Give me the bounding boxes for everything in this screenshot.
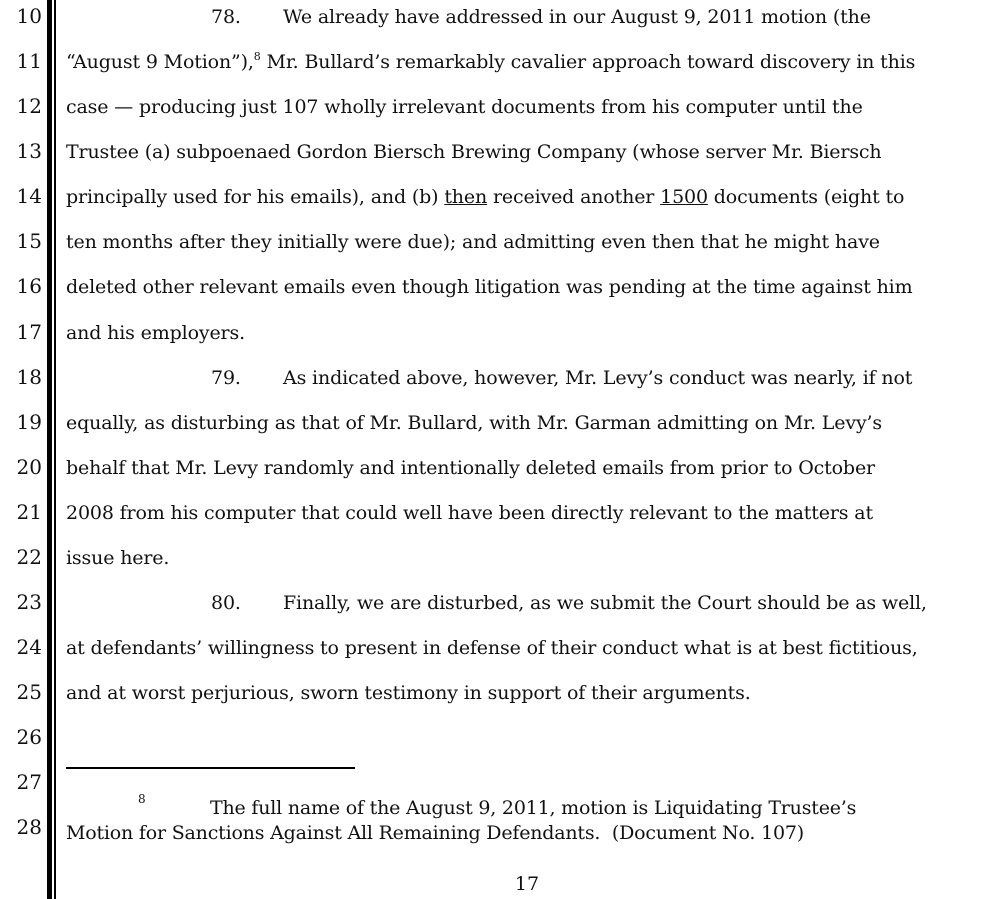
paragraph-78-line: deleted other relevant emails even though litigation was pending at the time against him	[66, 276, 913, 298]
line-number: 16	[16, 274, 42, 298]
line-number: 19	[16, 410, 42, 434]
paragraph-78-line: ten months after they initially were due); and admitting even then that he might have	[66, 231, 880, 253]
page-number: 17	[514, 873, 540, 895]
text-run: received another	[487, 186, 661, 208]
paragraph-79-line: issue here.	[66, 547, 170, 569]
text-run: documents (eight to	[707, 186, 905, 208]
paragraph-78-line: and his employers.	[66, 322, 245, 344]
line-number: 12	[16, 94, 42, 118]
paragraph-78-line: Trustee (a) subpoenaed Gordon Biersch Brewing Company (whose server Mr. Biersch	[66, 141, 882, 163]
line-number: 14	[16, 184, 42, 208]
paragraph-78-line: case — producing just 107 wholly irrelevant documents from his computer until the	[66, 96, 863, 118]
paragraph-79-line	[66, 366, 986, 390]
footnote-separator	[66, 767, 355, 769]
text-run: As indicated above, however, Mr. Levy’s conduct was nearly, if not	[283, 367, 913, 389]
line-number-gutter	[0, 0, 44, 899]
line-number: 15	[16, 229, 42, 253]
footnote-line: Motion for Sanctions Against All Remaining Defendants. (Document No. 107)	[66, 822, 804, 844]
line-number: 23	[16, 590, 42, 614]
paragraph-number: 78.	[211, 6, 241, 28]
text-run: Finally, we are disturbed, as we submit the Court should be as well,	[283, 592, 927, 614]
line-number: 25	[16, 680, 42, 704]
text-run: We already have addressed in our August 9, 2011 motion (the	[283, 6, 871, 28]
paragraph-78-line	[66, 185, 986, 209]
line-number: 27	[16, 770, 42, 794]
text-run: principally used for his emails), and (b)	[66, 186, 445, 208]
paragraph-78-line	[66, 5, 986, 29]
line-number: 11	[16, 49, 42, 73]
line-number: 13	[16, 139, 42, 163]
line-number: 17	[16, 320, 42, 344]
paragraph-79-line: equally, as disturbing as that of Mr. Bullard, with Mr. Garman admitting on Mr. Levy’s	[66, 412, 883, 434]
left-margin-rule	[47, 0, 52, 899]
line-number: 21	[16, 500, 42, 524]
text-run: Mr. Bullard’s remarkably cavalier approach toward discovery in this	[260, 51, 916, 73]
paragraph-number: 79.	[211, 367, 241, 389]
paragraph-79-line: behalf that Mr. Levy randomly and intentionally deleted emails from prior to October	[66, 457, 875, 479]
left-margin-rule	[54, 0, 56, 899]
paragraph-80-line: at defendants’ willingness to present in defense of their conduct what is at best fictitious,	[66, 637, 918, 659]
paragraph-number: 80.	[211, 592, 241, 614]
footnote-reference: 8	[253, 50, 261, 63]
underlined-text: then	[444, 186, 488, 208]
line-number: 10	[16, 4, 42, 28]
paragraph-78-line	[66, 50, 986, 74]
footnote-line: The full name of the August 9, 2011, motion is Liquidating Trustee’s	[210, 797, 857, 819]
paragraph-80-line	[66, 591, 986, 615]
underlined-text: 1500	[660, 186, 708, 208]
line-number: 20	[16, 455, 42, 479]
footnote-mark: 8	[138, 792, 146, 806]
paragraph-80-line: and at worst perjurious, sworn testimony in support of their arguments.	[66, 682, 751, 704]
line-number: 22	[16, 545, 42, 569]
line-number: 24	[16, 635, 42, 659]
line-number: 28	[16, 815, 42, 839]
paragraph-79-line: 2008 from his computer that could well have been directly relevant to the matters at	[66, 502, 873, 524]
line-number: 18	[16, 365, 42, 389]
text-run: “August 9 Motion”),	[66, 51, 254, 73]
line-number: 26	[16, 725, 42, 749]
